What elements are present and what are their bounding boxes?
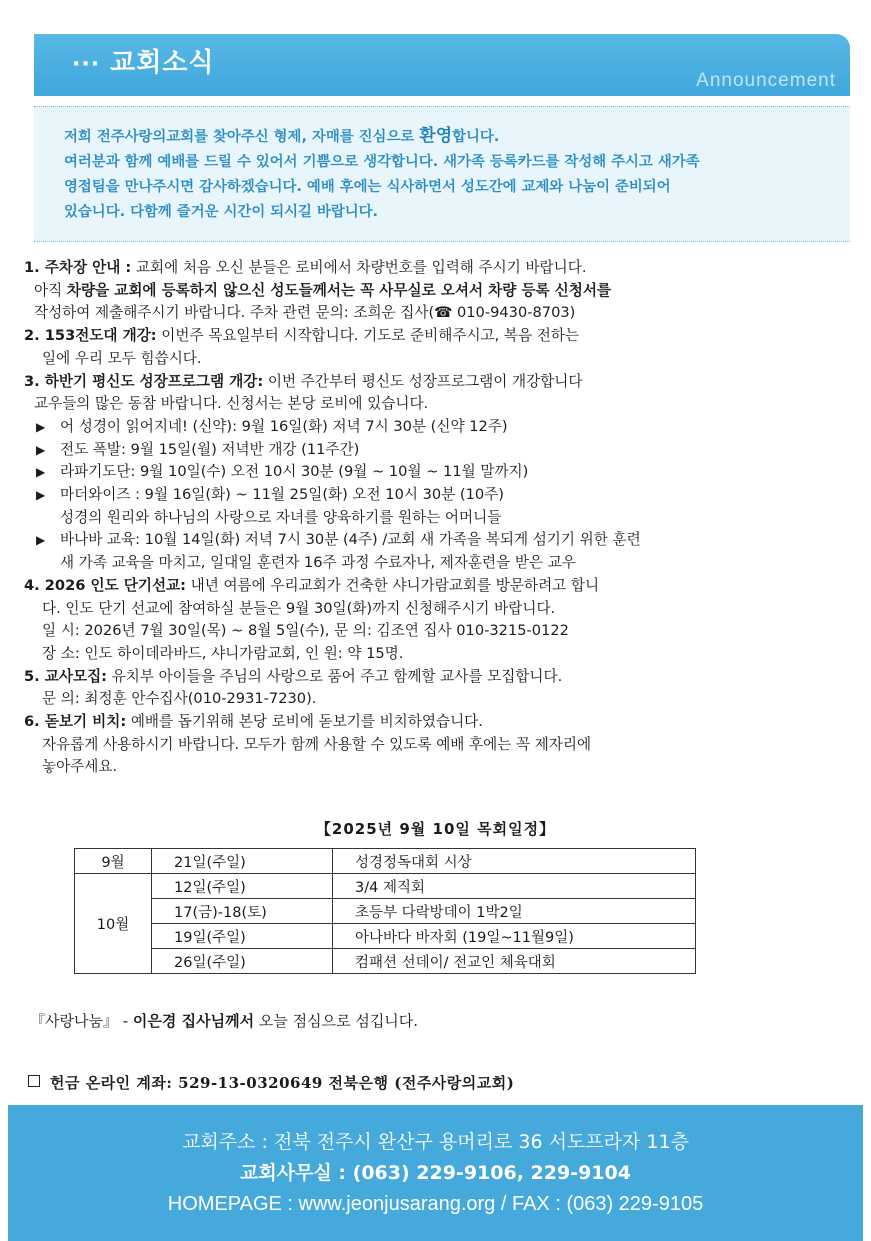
offering-text: 헌금 온라인 계좌: 529-13-0320649 전북은행 (전주사랑의교회) [50, 1074, 515, 1092]
event-cell: 초등부 다락방데이 1박2일 [333, 899, 696, 924]
schedule-title: 【2025년 9월 10일 목회일정】 [315, 820, 556, 838]
notice-1-text-b2: 차량을 교회에 등록하지 않으신 성도들께서는 꼭 사무실로 오셔서 차량 등록 신청서를 [66, 281, 612, 299]
date-cell: 17(금)-18(토) [152, 899, 333, 924]
event-cell: 성경정독대회 시상 [333, 849, 696, 874]
notice-5-text: 유치부 아이들을 주님의 사랑으로 품어 주고 함께할 교사를 모집합니다. [107, 667, 563, 685]
program-item [24, 416, 854, 439]
notice-3-text: 이번 주간부터 평신도 성장프로그램이 개강합니다 [263, 372, 583, 390]
notice-4-line3: 일 시: 2026년 7월 30일(목) ~ 8월 5일(수), 문 의: 김조연 집사 010-3215-0122 [42, 622, 569, 640]
program-item-detail: 성경의 원리와 하나님의 사랑으로 자녀를 양육하기를 원하는 어머니들 [60, 508, 502, 526]
notice-4-line2: 다. 인도 단기 선교에 참여하실 분들은 9월 30일(화)까지 신청해주시기 바랍니다. [42, 599, 556, 617]
program-text: 마더와이즈 : 9월 16일(화) ~ 11월 25일(화) 오전 10시 30분 (10주) [60, 486, 504, 504]
event-cell: 아나바다 바자회 (19일~11월9일) [333, 924, 696, 949]
arrow-icon: ▶ [36, 533, 46, 548]
notice-5 [24, 666, 854, 689]
notice-2-title: 2. 153전도대 개강: [24, 327, 157, 345]
notice-3-title: 3. 하반기 평신도 성장프로그램 개강: [24, 372, 264, 390]
program-item [24, 439, 854, 462]
notice-1-title: 1. 주차장 안내 : [24, 259, 132, 276]
homepage-fax: HOMEPAGE : www.jeonjusarang.org / FAX : (063) 229-9105 [167, 1193, 704, 1215]
schedule-table [74, 848, 696, 974]
program-text: 전도 폭발: 9월 15일(월) 저녁반 개강 (11주간) [60, 440, 360, 458]
welcome-line1c: 합니다. [452, 129, 500, 145]
notice-1-text-b1: 아직 [34, 281, 67, 299]
table-row [75, 924, 696, 949]
date-cell: 19일(주일) [152, 924, 333, 949]
notice-5-line2: 문 의: 최정훈 안수집사(010-2931-7230). [42, 690, 317, 708]
arrow-icon: ▶ [36, 419, 46, 434]
month-cell: 9월 [75, 849, 152, 874]
header-banner [34, 34, 850, 96]
notice-5-title: 5. 교사모집: [24, 667, 108, 685]
love-sharing-note [30, 1010, 418, 1031]
program-item [24, 529, 854, 552]
notice-1-line2 [24, 280, 854, 303]
notice-3-line2: 교우들의 많은 동참 바랍니다. 신청서는 본당 로비에 있습니다. [34, 395, 429, 413]
table-row [75, 899, 696, 924]
program-item-detail: 새 가족 교육을 마치고, 일대일 훈련자 16주 과정 수료자나, 제자훈련을 받은 교우 [60, 554, 576, 572]
share-label: 『사랑나눔』 - [30, 1012, 133, 1030]
program-text: 어 성경이 읽어지네! (신약): 9월 16일(화) 저녁 7시 30분 (신약 12주) [60, 417, 508, 435]
welcome-line1a: 저희 전주사랑의교회를 찾아주신 형제, 자매를 진심으로 [64, 129, 420, 145]
header-subtitle: Announcement [696, 70, 836, 91]
share-rest: 오늘 점심으로 섬깁니다. [254, 1012, 419, 1030]
offering-account [28, 1072, 514, 1093]
event-cell: 3/4 제직회 [333, 874, 696, 899]
date-cell: 26일(주일) [152, 949, 333, 974]
event-cell: 컴패션 선데이/ 전교인 체육대회 [333, 949, 696, 974]
welcome-message [34, 106, 850, 242]
notice-4 [24, 575, 854, 598]
notice-6-text: 예배를 돕기위해 본당 로비에 돋보기를 비치하였습니다. [126, 713, 483, 731]
table-row [75, 949, 696, 974]
notice-6 [24, 711, 854, 734]
welcome-highlight: 환영 [419, 126, 453, 146]
program-text: 라파기도단: 9월 10일(수) 오전 10시 30분 (9월 ~ 10월 ~ 11월 말까지) [60, 463, 529, 481]
notice-1-text: 교회에 처음 오신 분들은 로비에서 차량번호를 입력해 주시기 바랍니다. [131, 259, 587, 276]
welcome-line2: 여러분과 함께 예배를 드릴 수 있어서 기쁨으로 생각합니다. 새가족 등록카드를 작성해 주시고 새가족 [64, 154, 700, 170]
header-title-text: 교회소식 [110, 48, 215, 78]
program-text: 바나바 교육: 10월 14일(화) 저녁 7시 30분 (4주) /교회 새 가족을 복되게 섬기기 위한 훈련 [60, 531, 641, 549]
arrow-icon: ▶ [36, 442, 46, 457]
arrow-icon: ▶ [36, 488, 46, 503]
notice-list [24, 257, 854, 779]
table-row [75, 849, 696, 874]
notice-3 [24, 371, 854, 394]
notice-1 [24, 257, 854, 280]
church-address: 교회주소 : 전북 전주시 완산구 용머리로 36 서도프라자 11층 [182, 1131, 689, 1153]
checkbox-square-icon [28, 1075, 40, 1087]
notice-2 [24, 325, 854, 348]
share-who: 이은경 집사님께서 [132, 1012, 255, 1030]
month-cell: 10월 [75, 874, 152, 974]
program-item [24, 461, 854, 484]
notice-6-line2: 자유롭게 사용하시기 바랍니다. 모두가 함께 사용할 수 있도록 예배 후에는 꼭 제자리에 [42, 735, 592, 753]
notice-4-text: 내년 여름에 우리교회가 건축한 샤니가람교회를 방문하려고 합니 [185, 576, 600, 594]
footer-contact [8, 1105, 863, 1241]
notice-6-line3: 놓아주세요. [42, 758, 118, 776]
notice-6-title: 6. 돋보기 비치: [24, 713, 127, 731]
notice-4-line4: 장 소: 인도 하이데라바드, 샤니가람교회, 인 원: 약 15명. [42, 644, 404, 662]
notice-2-text: 이번주 목요일부터 시작합니다. 기도로 준비해주시고, 복음 전하는 [156, 327, 580, 345]
date-cell: 12일(주일) [152, 874, 333, 899]
notice-1-line3: 작성하여 제출해주시기 바랍니다. 주차 관련 문의: 조희운 집사(☎ 010-9430-8703) [34, 304, 576, 322]
arrow-icon: ▶ [36, 465, 46, 480]
notice-2-line2: 일에 우리 모두 힘씁시다. [42, 349, 202, 367]
page-title [72, 42, 215, 79]
dots-icon: ··· [72, 52, 101, 77]
welcome-line3: 영접팀을 만나주시면 감사하겠습니다. 예배 후에는 식사하면서 성도간에 교제와 나눔이 준비되어 [64, 179, 671, 195]
notice-4-title: 4. 2026 인도 단기선교: [24, 576, 186, 594]
program-item [24, 484, 854, 507]
welcome-line4: 있습니다. 다함께 즐거운 시간이 되시길 바랍니다. [64, 204, 379, 220]
date-cell: 21일(주일) [152, 849, 333, 874]
table-row [75, 874, 696, 899]
church-office-phone: 교회사무실 : (063) 229-9106, 229-9104 [240, 1162, 631, 1184]
